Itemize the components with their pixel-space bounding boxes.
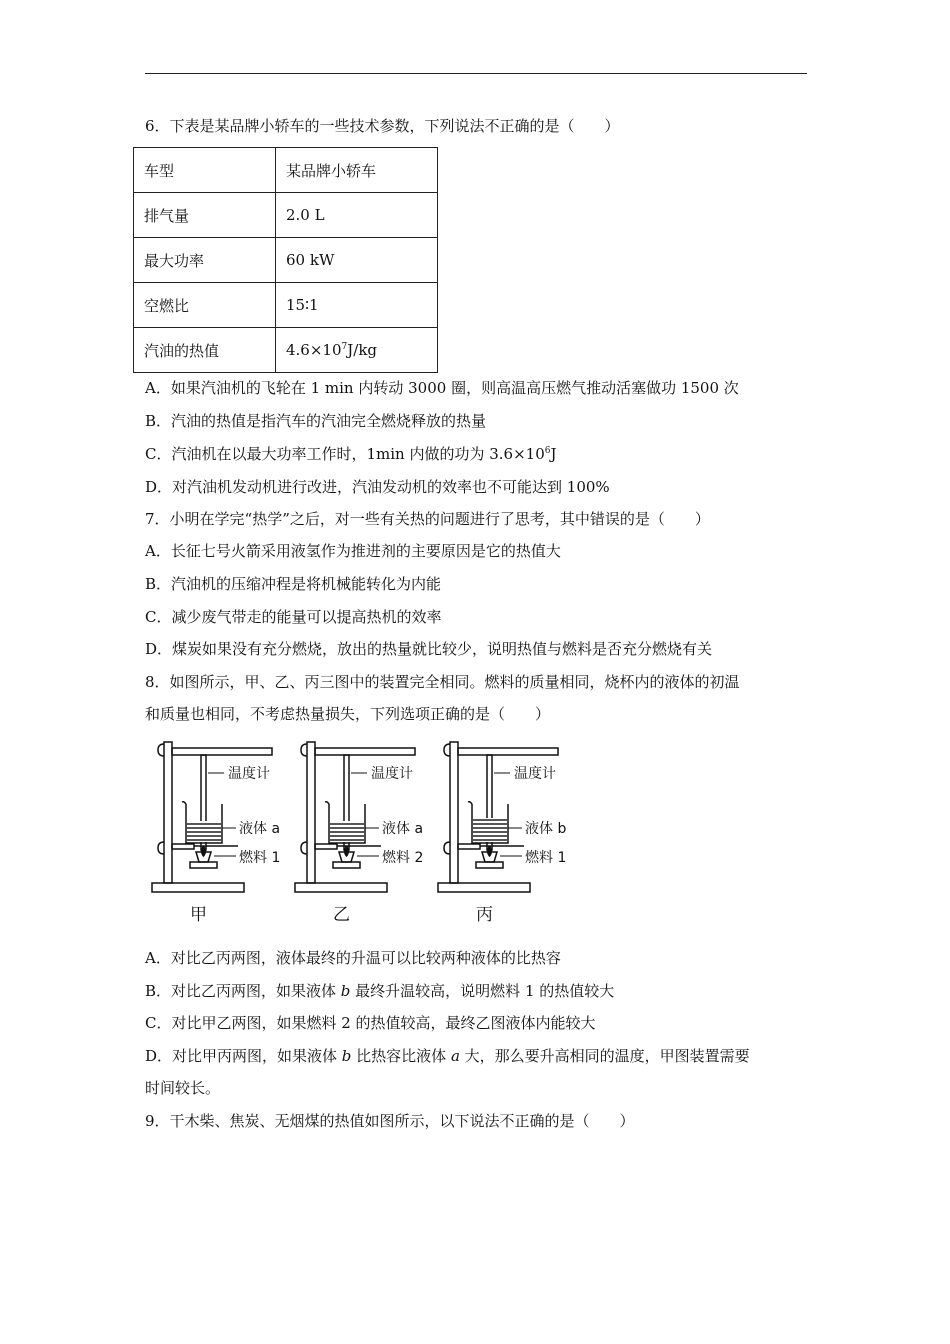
q8-option-d-var2: a [450,1047,460,1065]
label-fuel: 燃料 1 [525,850,567,866]
q8-option-b-pre: B．对比乙丙两图，如果液体 [145,982,341,1000]
q8-option-d-line2: 时间较长。 [145,1079,221,1097]
car-spec-table [133,147,438,373]
caption-jia: 甲 [190,905,207,925]
q6-option-c-text: C．汽油机在以最大功率工作时，1min 内做的功为 3.6×10 [145,445,545,463]
q8-stem-line2: 和质量也相同，不考虑热量损失，下列选项正确的是（ ） [145,705,551,723]
label-thermometer: 温度计 [228,766,270,782]
heat-value-exponent: 7 [341,342,348,352]
table-cell-label: 最大功率 [134,238,276,283]
table-cell-value: 15∶1 [276,283,438,328]
apparatus-panel-yi [295,742,415,892]
table-row [134,193,438,238]
caption-bing: 丙 [476,905,493,925]
q6-option-a: A．如果汽油机的飞轮在 1 min 内转动 3000 圈，则高温高压燃气推动活塞做功 1500 次 [145,379,739,397]
label-thermometer: 温度计 [371,766,413,782]
q8-option-b [145,981,614,1001]
top-arm [172,748,272,755]
liquid [187,821,221,842]
caption-yi: 乙 [333,905,350,925]
apparatus-panel-jia [152,742,272,892]
q8-option-d-pre: D．对比甲丙两图，如果液体 [145,1047,342,1065]
q8-option-d-post: 大，那么要升高相同的温度，甲图装置需要 [459,1047,750,1065]
table-cell-label: 排气量 [134,193,276,238]
table-cell-value: 某品牌小轿车 [276,148,438,193]
burner-base [190,862,217,868]
table-cell-value: 2.0 L [276,193,438,238]
q9-stem: 9．干木柴、焦炭、无烟煤的热值如图所示，以下说法不正确的是（ ） [145,1112,635,1130]
label-fuel: 燃料 1 [239,850,281,866]
label-fuel: 燃料 2 [382,850,424,866]
apparatus-figure [148,738,578,934]
q8-option-d-mid: 比热容比液体 [351,1047,451,1065]
heat-value-base: 4.6×10 [286,341,342,359]
stand-pole [164,742,172,883]
q7-option-d: D．煤炭如果没有充分燃烧，放出的热量就比较少，说明热值与燃料是否充分燃烧有关 [145,640,713,658]
flame-icon [345,846,349,856]
q6-option-c [145,444,557,464]
label-liquid: 液体 b [525,821,567,837]
heat-value-unit: J/kg [347,341,378,359]
q7-option-a: A．长征七号火箭采用液氢作为推进剂的主要原因是它的热值大 [145,542,561,560]
q6-stem: 6．下表是某品牌小轿车的一些技术参数，下列说法不正确的是（ ） [145,117,620,135]
label-thermometer: 温度计 [514,766,556,782]
q7-stem: 7．小明在学完“热学”之后，对一些有关热的问题进行了思考，其中错误的是（ ） [145,510,710,528]
flame-icon [488,846,492,856]
base-plate [152,883,244,892]
q6-option-b: B．汽油的热值是指汽车的汽油完全燃烧释放的热量 [145,412,487,430]
label-liquid: 液体 a [382,821,424,837]
label-liquid: 液体 a [239,821,281,837]
q8-option-d-var1: b [341,1047,352,1065]
q8-option-a: A．对比乙丙两图，液体最终的升温可以比较两种液体的比热容 [145,949,561,967]
q8-option-c: C．对比甲乙两图，如果燃料 2 的热值较高，最终乙图液体内能较大 [145,1014,596,1032]
table-cell-value: 60 kW [276,238,438,283]
q8-stem-line1: 8．如图所示，甲、乙、丙三图中的装置完全相同。燃料的质量相同，烧杯内的液体的初温 [145,673,740,691]
table-row [134,328,438,373]
table-row [134,148,438,193]
table-cell-label: 空燃比 [134,283,276,328]
q6-option-c-exponent: 6 [544,446,551,456]
table-cell-label: 车型 [134,148,276,193]
q8-option-b-var: b [340,982,351,1000]
header-rule [145,73,807,74]
top-clamp [158,744,164,756]
q7-option-b: B．汽油机的压缩冲程是将机械能转化为内能 [145,575,442,593]
flame-icon [202,846,206,856]
table-row [134,238,438,283]
table-cell-label: 汽油的热值 [134,328,276,373]
ring-clamp [158,842,164,854]
q8-option-d [145,1046,750,1066]
ring-arm [172,844,194,849]
apparatus-panel-bing [438,742,558,892]
table-cell-value [276,328,438,373]
q6-option-c-unit: J [550,445,557,463]
q7-option-c: C．减少废气带走的能量可以提高热机的效率 [145,608,442,626]
table-row [134,283,438,328]
q6-option-d: D．对汽油机发动机进行改进，汽油发动机的效率也不可能达到 100% [145,478,610,496]
q8-option-b-post: 最终升温较高，说明燃料 1 的热值较大 [350,982,615,1000]
